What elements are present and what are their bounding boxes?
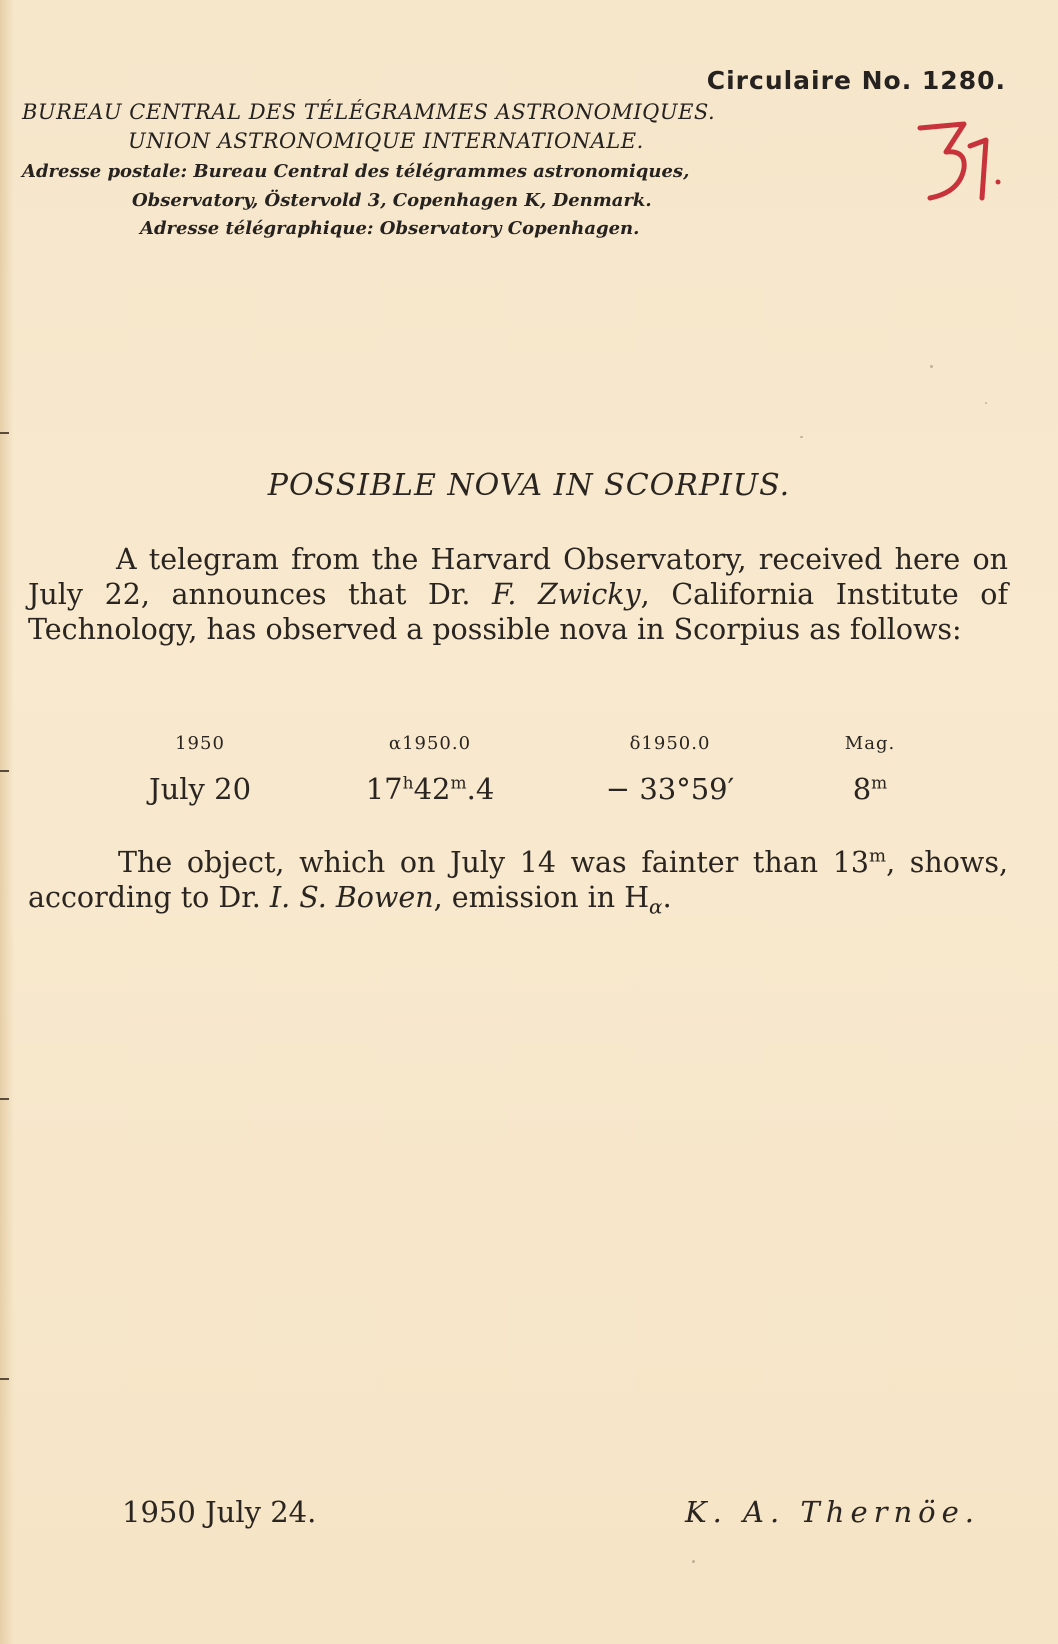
table-cell-mag: 8$^m$ — [852, 772, 888, 806]
telegraph-address: Adresse télégraphique: Observatory Copenhagen. — [140, 218, 640, 239]
circular-number: Circulaire No. 1280. — [706, 66, 1006, 95]
article-title: POSSIBLE NOVA IN SCORPIUS. — [267, 468, 791, 503]
margin-mark — [0, 1378, 9, 1380]
handwritten-number-mark — [912, 118, 1002, 208]
margin-mark — [0, 770, 9, 772]
paper-speck — [930, 365, 933, 368]
issue-date: 1950 July 24. — [122, 1495, 317, 1529]
signature: K. A. Thernöe. — [684, 1495, 980, 1529]
table-header-dec: δ1950.0 — [629, 733, 711, 754]
table-header-mag: Mag. — [844, 733, 896, 754]
union-name: UNION ASTRONOMIQUE INTERNATIONALE. — [128, 129, 644, 153]
margin-mark — [0, 432, 9, 434]
announcement-text-part1: A telegram from the Harvard Observatory, received here on July 22, announces that Dr. — [28, 543, 1008, 611]
table-cell-date: July 20 — [148, 772, 252, 806]
margin-mark — [0, 1098, 9, 1100]
table-cell-ra: 17$^h$42$^m$.4 — [365, 772, 495, 806]
table-header-year: 1950 — [175, 733, 225, 754]
postal-address-line2: Observatory, Östervold 3, Copenhagen K, Denmark. — [132, 190, 652, 211]
spectroscopist-name: I. S. Bowen — [269, 881, 434, 914]
paper-speck — [800, 436, 803, 438]
bureau-name: BUREAU CENTRAL DES TÉLÉGRAMMES ASTRONOMIQUES. — [22, 100, 716, 124]
page-edge-shadow — [0, 0, 14, 1644]
postal-address-line1: Adresse postale: Bureau Central des télégrammes astronomiques, — [22, 161, 690, 182]
table-header-ra: α1950.0 — [388, 733, 472, 754]
paper-speck — [985, 402, 987, 404]
observation-paragraph: The object, which on July 14 was fainter than 13$^m$, shows, according to Dr. I. S. Bowen, emission in $H_\alpha$. — [28, 845, 1009, 919]
paper-speck — [692, 1560, 695, 1563]
observer-name: F. Zwicky — [492, 578, 641, 611]
announcement-paragraph — [28, 542, 1008, 647]
announcement-text-part2: , California Institute of Technology, has observed a possible nova in Scorpius as follows: — [28, 578, 1009, 646]
table-cell-dec: − 33°59′ — [605, 772, 735, 806]
